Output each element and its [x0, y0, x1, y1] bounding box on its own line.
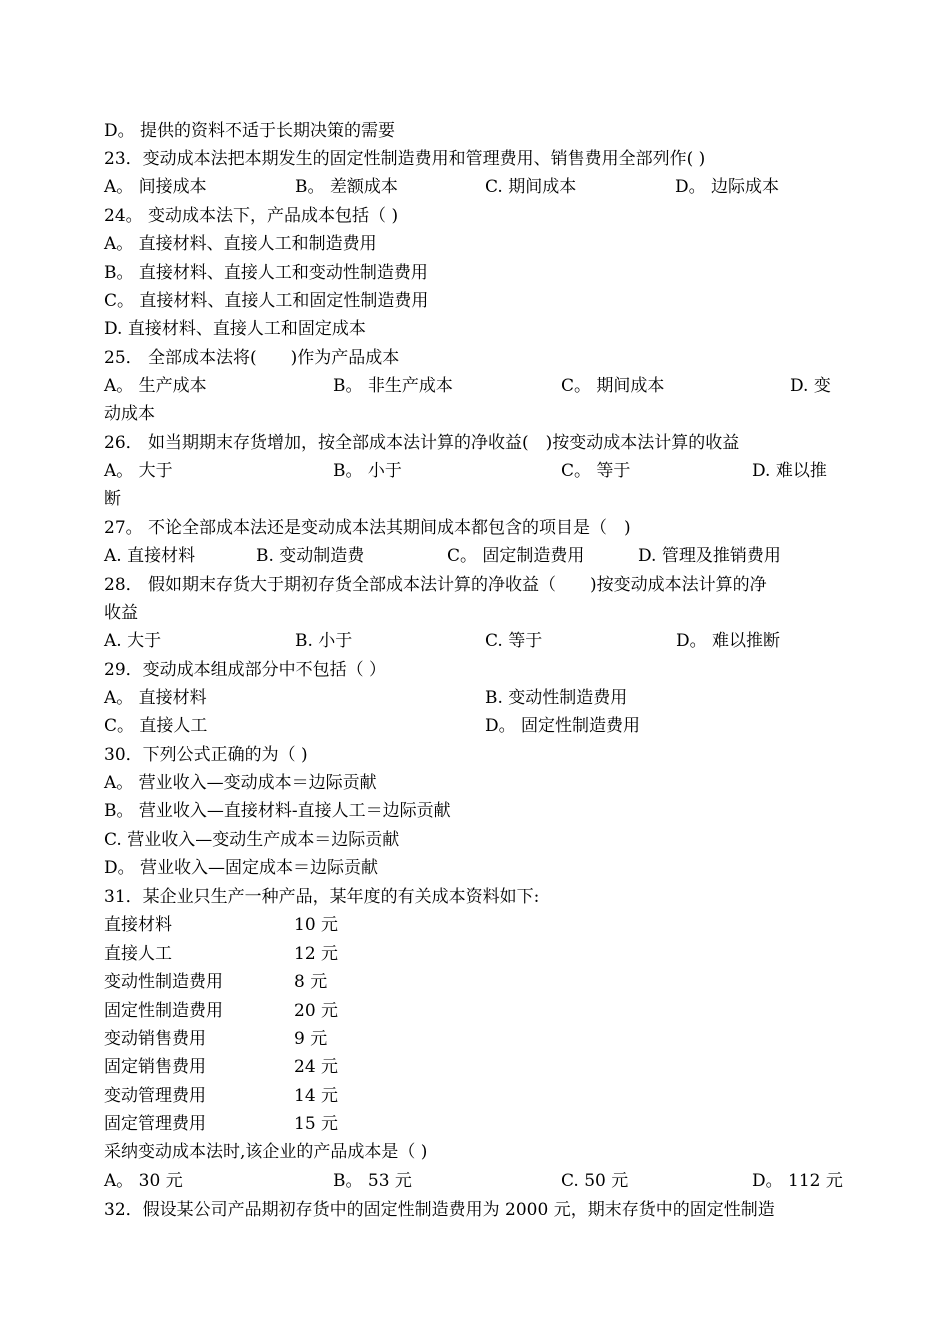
q25-option-c: C。 期间成本: [561, 376, 665, 396]
cost-label: 固定销售费用: [104, 1057, 206, 1077]
cost-label: 直接人工: [104, 944, 172, 964]
q30-option-a: A。 营业收入—变动成本＝边际贡献: [104, 773, 377, 793]
q26-option-d-continued: 断: [104, 489, 121, 509]
q28-option-d: D。 难以推断: [676, 631, 781, 651]
q25-option-d-continued: 动成本: [104, 404, 155, 424]
q31-option-b: B。 53 元: [333, 1171, 412, 1191]
cost-row: [104, 1053, 339, 1081]
q24-option-c: C。 直接材料、直接人工和固定性制造费用: [104, 291, 429, 311]
cost-row: [104, 1025, 328, 1053]
question-24: 24。 变动成本法下，产品成本包括（ ): [104, 206, 399, 226]
question-26: 26． 如当期期末存货增加，按全部成本法计算的净收益( )按变动成本法计算的收益: [104, 433, 740, 453]
q25-option-a: A。 生产成本: [104, 376, 207, 396]
q29-option-d: D。 固定性制造费用: [485, 716, 641, 736]
q23-option-b: B。 差额成本: [295, 177, 398, 197]
cost-row: [104, 940, 339, 968]
q25-option-b: B。 非生产成本: [333, 376, 453, 396]
q27-option-c: C。 固定制造费用: [447, 546, 585, 566]
cost-value: 8 元: [294, 972, 328, 992]
q23-option-c: C. 期间成本: [485, 177, 577, 197]
q30-option-b: B。 营业收入—直接材料-直接人工＝边际贡献: [104, 801, 451, 821]
q31-option-c: C. 50 元: [561, 1171, 629, 1191]
cost-label: 变动销售费用: [104, 1029, 206, 1049]
q24-option-b: B。 直接材料、直接人工和变动性制造费用: [104, 263, 428, 283]
question-29: 29．变动成本组成部分中不包括（ ）: [104, 660, 387, 680]
cost-row: [104, 1082, 339, 1110]
q27-option-a: A. 直接材料: [104, 546, 196, 566]
cost-label: 直接材料: [104, 915, 172, 935]
question-32: 32．假设某公司产品期初存货中的固定性制造费用为 2000 元，期末存货中的固定性制造: [104, 1200, 775, 1220]
question-27: 27。 不论全部成本法还是变动成本法其期间成本都包含的项目是（ ): [104, 518, 631, 538]
cost-label: 变动管理费用: [104, 1086, 206, 1106]
q24-option-d: D. 直接材料、直接人工和固定成本: [104, 319, 366, 339]
q29-option-c: C。 直接人工: [104, 716, 208, 736]
cost-label: 变动性制造费用: [104, 972, 223, 992]
question-28: 28． 假如期末存货大于期初存货全部成本法计算的净收益（ )按变动成本法计算的净: [104, 575, 767, 595]
cost-value: 24 元: [294, 1057, 339, 1077]
q28-option-b: B. 小于: [295, 631, 353, 651]
cost-value: 10 元: [294, 915, 339, 935]
q23-option-d: D。 边际成本: [675, 177, 780, 197]
q31-option-d: D。 112 元: [752, 1171, 843, 1191]
cost-row: [104, 968, 328, 996]
q26-option-b: B。 小于: [333, 461, 402, 481]
q30-option-d: D。 营业收入—固定成本＝边际贡献: [104, 858, 379, 878]
q24-option-a: A。 直接材料、直接人工和制造费用: [104, 234, 377, 254]
question-28-continued: 收益: [104, 603, 138, 623]
cost-row: [104, 911, 339, 939]
question-25: 25． 全部成本法将( )作为产品成本: [104, 348, 400, 368]
cost-label: 固定管理费用: [104, 1114, 206, 1134]
question-31-prompt: 采纳变动成本法时,该企业的产品成本是（ ): [104, 1142, 428, 1162]
q26-option-a: A。 大于: [104, 461, 173, 481]
q26-option-d: D. 难以推: [752, 461, 827, 481]
cost-row: [104, 1110, 339, 1138]
cost-value: 14 元: [294, 1086, 339, 1106]
q27-option-b: B. 变动制造费: [256, 546, 365, 566]
q28-option-c: C. 等于: [485, 631, 543, 651]
question-31: 31．某企业只生产一种产品，某年度的有关成本资料如下:: [104, 887, 540, 907]
cost-value: 20 元: [294, 1001, 339, 1021]
q23-option-a: A。 间接成本: [104, 177, 207, 197]
cost-value: 12 元: [294, 944, 339, 964]
cost-value: 9 元: [294, 1029, 328, 1049]
q25-option-d: D. 变: [790, 376, 831, 396]
q31-option-a: A。 30 元: [104, 1171, 183, 1191]
q30-option-c: C. 营业收入—变动生产成本＝边际贡献: [104, 830, 400, 850]
cost-value: 15 元: [294, 1114, 339, 1134]
question-23: 23．变动成本法把本期发生的固定性制造费用和管理费用、销售费用全部列作( ): [104, 149, 706, 169]
cost-label: 固定性制造费用: [104, 1001, 223, 1021]
q28-option-a: A. 大于: [104, 631, 162, 651]
q26-option-c: C。 等于: [561, 461, 631, 481]
q29-option-b: B. 变动性制造费用: [485, 688, 628, 708]
q22-option-d: D。 提供的资料不适于长期决策的需要: [104, 121, 396, 141]
q27-option-d: D. 管理及推销费用: [638, 546, 781, 566]
q29-option-a: A。 直接材料: [104, 688, 207, 708]
cost-row: [104, 997, 339, 1025]
question-30: 30．下列公式正确的为（ ): [104, 745, 308, 765]
